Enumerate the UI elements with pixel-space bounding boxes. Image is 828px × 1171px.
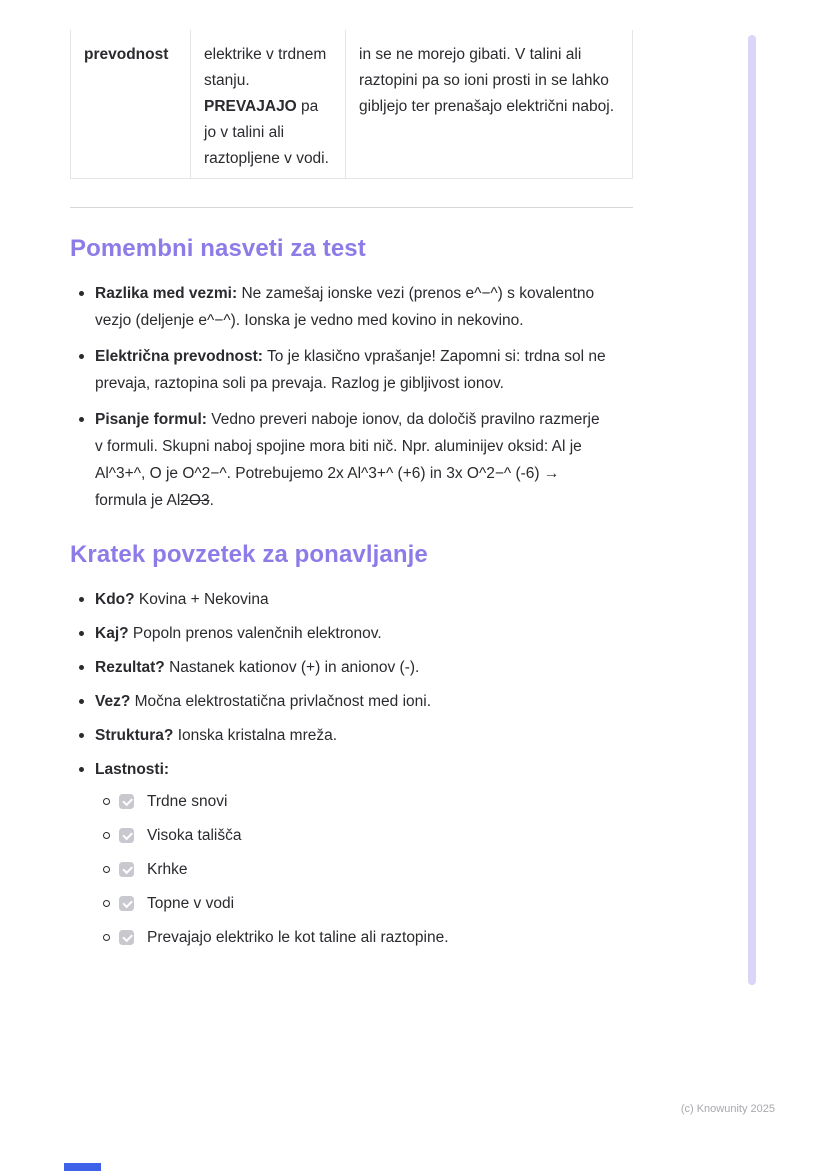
table-cell-right xyxy=(346,30,632,178)
summary-lead: Struktura? xyxy=(95,727,174,744)
checklist-label: Prevajajo elektriko le kot taline ali raztopine. xyxy=(147,929,449,946)
summary-text: Nastanek kationov (+) in anionov (-). xyxy=(169,659,420,676)
note-page-content xyxy=(70,30,633,958)
list-item xyxy=(70,620,610,647)
summary-lead: Kdo? xyxy=(95,591,135,608)
checkbox-checked-icon xyxy=(119,862,134,877)
tip-text: Vedno preveri naboje ionov, da določiš pravilno razmerje v formuli. Skupni naboj spojine mora biti nič. Npr. aluminijev oksid: Al je Al^3+^, O je O^2−^. Potrebujemo 2x Al^3+^ (+6) in 3x O^2−^ (-6) → formula je Al xyxy=(95,411,600,509)
tip-lead: Pisanje formul: xyxy=(95,411,207,428)
list-item xyxy=(70,688,610,715)
section-divider xyxy=(70,207,633,208)
checklist-item xyxy=(95,924,610,951)
tip-lead: Električna prevodnost: xyxy=(95,348,263,365)
checklist-label: Krhke xyxy=(147,861,188,878)
table-term-text: prevodnost xyxy=(84,46,169,63)
tips-list xyxy=(70,280,633,514)
table-cell-middle xyxy=(191,30,346,178)
tips-section-title: Pomembni nasveti za test xyxy=(70,235,366,262)
checklist-item xyxy=(95,856,610,883)
list-item xyxy=(70,586,610,613)
table-cell-term xyxy=(71,30,191,178)
properties-table xyxy=(70,30,633,179)
checklist-label: Visoka tališča xyxy=(147,827,242,844)
summary-list xyxy=(70,586,633,951)
tip-text: To je klasično vprašanje! Zapomni si: trdna sol ne prevaja, raztopina soli pa prevaja. Razlog je gibljivost ionov. xyxy=(95,348,606,392)
checklist-label: Trdne snovi xyxy=(147,793,228,810)
summary-section-title: Kratek povzetek za ponavljanje xyxy=(70,541,428,568)
checklist-label: Topne v vodi xyxy=(147,895,235,912)
checkbox-checked-icon xyxy=(119,794,134,809)
strikethrough-formula: 2O3 xyxy=(180,492,210,509)
summary-text: Ionska kristalna mreža. xyxy=(177,727,338,744)
checklist-item xyxy=(95,890,610,917)
summary-lead: Lastnosti: xyxy=(95,761,170,778)
list-item xyxy=(70,406,610,514)
summary-text: Kovina + Nekovina xyxy=(138,591,269,608)
list-item xyxy=(70,280,610,334)
list-item xyxy=(70,343,610,397)
tip-lead: Razlika med vezmi: xyxy=(95,285,238,302)
table-middle-text-bold: PREVAJAJO xyxy=(204,98,297,115)
summary-lead: Kaj? xyxy=(95,625,129,642)
tip-text: Ne zamešaj ionske vezi (prenos e^−^) s kovalentno vezjo (deljenje e^−^). Ionska je vedno med kovino in nekovino. xyxy=(95,285,595,329)
summary-text: Popoln prenos valenčnih elektronov. xyxy=(132,625,382,642)
list-item xyxy=(70,722,610,749)
table-right-text: in se ne morejo gibati. V talini ali raztopini pa so ioni prosti in se lahko gibljejo ter prenašajo električni naboj. xyxy=(359,46,615,115)
checklist-item xyxy=(95,822,610,849)
checklist-item xyxy=(95,788,610,815)
list-item xyxy=(70,756,610,951)
checkbox-checked-icon xyxy=(119,896,134,911)
table-middle-text-after: pa jo v talini ali raztopljene v vodi. xyxy=(204,98,329,167)
summary-lead: Rezultat? xyxy=(95,659,165,676)
list-item xyxy=(70,654,610,681)
checkbox-checked-icon xyxy=(119,930,134,945)
next-page-peek xyxy=(64,1163,101,1171)
table-middle-text-before: elektrike v trdnem stanju. xyxy=(204,46,327,89)
summary-text: Močna elektrostatična privlačnost med ioni. xyxy=(134,693,432,710)
checkbox-checked-icon xyxy=(119,828,134,843)
tip-text-after: . xyxy=(209,492,214,509)
summary-lead: Vez? xyxy=(95,693,131,710)
properties-checklist xyxy=(95,788,610,951)
copyright-text: (c) Knowunity 2025 xyxy=(680,1103,775,1115)
scrollbar-thumb[interactable] xyxy=(748,35,756,985)
